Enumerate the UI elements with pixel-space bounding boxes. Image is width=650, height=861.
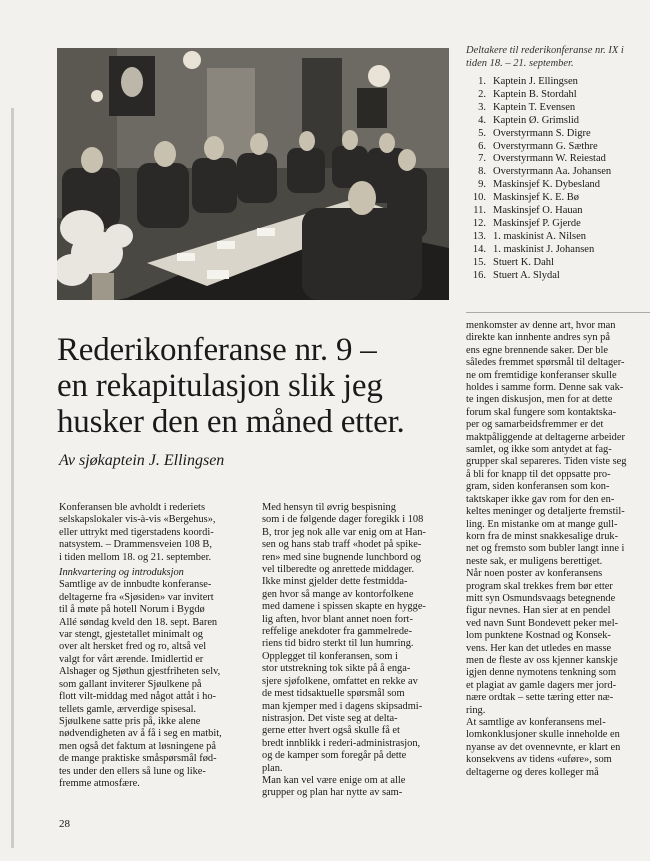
body-text-line: Med hensyn til øvrig bespisning [262, 502, 396, 513]
body-text-line: per og samarbeidsfremmer er det [466, 419, 604, 431]
participant-number: 14. [472, 243, 486, 255]
participant-number: 15. [472, 256, 486, 268]
body-text-line: At samtlige av konferansens mel- [466, 717, 606, 728]
text-column-1 [59, 502, 249, 790]
participant-name: Kaptein Ø. Grimslid [493, 114, 580, 126]
body-text-line: valgt for vårt ærende. Imidlertid er [59, 653, 204, 665]
section-subheading: Innkvartering og introduksjon [59, 567, 184, 579]
body-text-line: nødvendigheten av å få i seg en matbit, [59, 728, 222, 740]
body-text-line: Opplegget til konferansen, som i [262, 650, 398, 662]
body-text-line: Man kan vel være enige om at alle [262, 774, 406, 786]
body-text-line: å bli for knapp til det oppsatte pro- [466, 468, 611, 480]
body-text-line: i tiden mellom 18. og 21. september. [59, 551, 212, 563]
participant-number: 16. [472, 269, 486, 281]
body-text-line: ling. En mistanke om at mange gull- [466, 518, 618, 530]
participant-number: 12. [472, 217, 486, 229]
body-text-line: som gallant inviterer Sjøulkene på [59, 678, 202, 690]
participant-item [466, 270, 611, 283]
text-column-3 [466, 320, 650, 779]
participant-name: 1. maskinist A. Nilsen [493, 230, 587, 242]
body-text-line: fremme atmosfære. [59, 777, 140, 789]
body-text-line: tes under den ellers så lune og like- [59, 765, 206, 777]
participant-number: 8. [478, 166, 486, 178]
body-text-line: deltagerne og deres kolleger må [466, 766, 599, 778]
participant-item [466, 115, 611, 128]
body-text-line: tellets gamle, ærverdige spisesal. [59, 703, 197, 715]
participant-item [466, 179, 611, 192]
title-line: en rekapitulasjon slik jeg [57, 368, 383, 404]
participant-number: 1. [478, 76, 486, 87]
body-text-line: stor utstrekning tok sikte på å enga- [262, 663, 411, 675]
column-rule [466, 312, 650, 313]
body-text-line: Allé søndag kveld den 18. sept. Baren [59, 616, 218, 628]
body-text-line: ne om fremtidige konferanser skulle [466, 369, 617, 381]
body-text-line: som i de følgende dager foregikk i 108 [262, 514, 424, 526]
body-text-line: sen og hans stab traff «hodet på spike- [262, 539, 422, 551]
body-text-line: Konferansen ble avholdt i rederiets [59, 502, 205, 513]
body-text-line: vel tilberedte og anrettede middager. [262, 564, 415, 576]
body-text-line: nistrasjon. Det viste seg at delta- [262, 712, 398, 724]
participant-item [466, 218, 611, 231]
body-text-line: Samtlige av de innbudte konferanse- [59, 579, 212, 591]
participant-item [466, 231, 611, 244]
participant-name: Overstyrmann W. Reiestad [493, 153, 606, 165]
participant-name: Maskinsjef O. Hauan [493, 205, 583, 217]
body-text-line: holdes i samme form. Denne sak vak- [466, 382, 624, 394]
body-text-line: eller uttrykt med tigerstadens koordi- [59, 526, 214, 538]
page-number: 28 [59, 818, 70, 830]
body-text-line: ren» med sine bugnende lunchbord og [262, 551, 421, 563]
participant-name: Stuert A. Slydal [493, 269, 560, 281]
participant-item [466, 205, 611, 218]
participant-name: Kaptein T. Evensen [493, 101, 576, 113]
participant-item [466, 192, 611, 205]
participant-name: Overstyrmann G. Sæthre [493, 140, 598, 152]
body-text-line: men de fleste av oss kjenner kanskje [466, 654, 618, 666]
body-text-line: lig aften, hvor blant annet noen fort- [262, 613, 413, 625]
participant-name: Kaptein J. Ellingsen [493, 76, 578, 87]
participant-name: Overstyrmann Aa. Johansen [493, 166, 612, 178]
page-edge-shadow [11, 108, 14, 848]
body-text-line: ring. [466, 704, 486, 716]
participant-name: Maskinsjef K. Dybesland [493, 179, 601, 191]
body-text-line: direkte kan innhente andres syn på [466, 332, 610, 344]
body-text-line: gram, siden konferansen som kon- [466, 481, 610, 493]
caption-line-2: tiden 18. – 21. september. [466, 58, 574, 69]
body-text-line: ved navn Sunt Bondevett peker mel- [466, 617, 619, 629]
body-text-line: keltes meninger og detaljerte fremstil- [466, 506, 625, 518]
participant-name: Maskinsjef K. E. Bø [493, 192, 580, 204]
article-title [57, 332, 457, 440]
body-text-line: Ikke minst gjelder dette festmidda- [262, 576, 408, 588]
participant-number: 10. [472, 192, 486, 204]
body-text-line: grupper og plan har nytte av sam- [262, 787, 403, 799]
participant-item [466, 166, 611, 179]
body-text-line: net og fremsto som bubler langt inne i [466, 543, 625, 555]
body-text-line: deltagerne fra «Sjøsiden» var invitert [59, 591, 214, 603]
participant-number: 7. [478, 153, 486, 165]
body-text-line: med damene i spissen skapte en hygge- [262, 601, 426, 613]
body-text-line: mitt syn Osmundsvaags betegnende [466, 592, 616, 604]
participant-item [466, 244, 611, 257]
body-text-line: et plagiat av gamle dagers mer jord- [466, 679, 617, 691]
title-line: husker den en måned etter. [57, 404, 405, 440]
participant-name: 1. maskinist J. Johansen [493, 243, 595, 255]
participant-name: Stuert K. Dahl [493, 256, 554, 268]
body-text-line: Når noen poster av konferansens [466, 568, 603, 580]
body-text-line: ens egne brennende saker. Der ble [466, 344, 608, 356]
body-text-line: taktskaper ikke gav rom for den en- [466, 493, 615, 505]
body-text-line: Alshager og Sjøthun gjestfriheten selv, [59, 666, 221, 678]
participant-item [466, 76, 611, 89]
body-text-line: program skal trekkes frem bør etter [466, 580, 613, 592]
body-text-line: grupper skal separeres. Tiden viste seg [466, 456, 627, 468]
body-text-line: riens tid bidro sterkt til lun humring. [262, 638, 414, 650]
body-text-line: reffelige anekdoter fra gammelrede- [262, 626, 413, 638]
body-text-line: forum skal fungere som kontaktska- [466, 406, 617, 418]
body-text-line: selskapslokaler vis-à-vis «Bergehus», [59, 514, 216, 526]
participant-number: 6. [478, 140, 486, 152]
participant-list [466, 76, 611, 283]
body-text-line: samlet, og ikke som antydet at fag- [466, 444, 612, 456]
participant-name: Overstyrmann S. Digre [493, 127, 591, 139]
body-text-line: man kjemper med i dagens skipsadmi- [262, 700, 423, 712]
body-text-line: men også det faktum at løsningene på [59, 740, 216, 752]
participant-item [466, 102, 611, 115]
body-text-line: lom punktene Kostnad og Konsek- [466, 630, 611, 642]
body-text-line: natsystem. – Drammensveien 108 B, [59, 539, 212, 551]
body-text-line: figur nevnes. Han sier at en pendel [466, 605, 611, 617]
participant-item [466, 89, 611, 102]
body-text-line: flott vilt-middag med något attåt i ho- [59, 691, 216, 703]
body-text-line: neste sak, er muligens berettiget. [466, 555, 603, 567]
body-text-line: korn fra de minst snakkesalige druk- [466, 530, 619, 542]
body-text-line: sjere sjøfolkene, omfattet en rekke av [262, 675, 418, 687]
text-column-2 [262, 502, 452, 800]
participant-item [466, 257, 611, 270]
participant-item [466, 128, 611, 141]
conference-photo-drawing [57, 48, 449, 300]
body-text-line: de mest tidsaktuelle spørsmål som [262, 688, 405, 700]
body-text-line: konsekvens av tidens «uføre», som [466, 754, 612, 766]
participant-number: 3. [478, 101, 486, 113]
body-text-line: gerne etter hvert også skulle få et [262, 725, 400, 737]
body-text-line: bredt innblikk i rederi-administrasjon, [262, 737, 421, 749]
participant-number: 2. [478, 88, 486, 100]
participant-name: Maskinsjef P. Gjerde [493, 217, 581, 229]
participant-number: 9. [478, 179, 486, 191]
body-text-line: vens. Her kan det utledes en masse [466, 642, 612, 654]
body-text-line: plan. [262, 762, 283, 774]
body-text-line: nyanse av det ovennevnte, er klart en [466, 741, 621, 753]
body-text-line: B, tror jeg nok alle var enig om at Han- [262, 526, 426, 538]
body-text-line: te ingen diskusjon, men for at dette [466, 394, 613, 406]
body-text-line: og de kamper som foregår på dette [262, 750, 407, 762]
body-text-line: lomkonklusjoner skulle inneholde en [466, 729, 620, 741]
article-byline: Av sjøkaptein J. Ellingsen [59, 452, 225, 469]
participant-name: Kaptein B. Stordahl [493, 88, 577, 100]
body-text-line: maktpåliggende at deltagerne arbeider [466, 431, 625, 443]
body-text-line: var stengt, gjestetallet minimalt og [59, 629, 203, 641]
participant-item [466, 153, 611, 166]
participant-number: 5. [478, 127, 486, 139]
body-text-line: således fremmet spørsmål til deltager- [466, 357, 625, 369]
title-line: Rederikonferanse nr. 9 – [57, 332, 377, 368]
body-text-line: Sjøulkene satte pris på, ikke alene [59, 715, 201, 727]
photo-caption-intro [466, 44, 650, 70]
participant-number: 4. [478, 114, 486, 126]
participant-item [466, 141, 611, 154]
participant-number: 11. [473, 205, 486, 217]
body-text-line: til å møte på hotell Norum i Bygdø [59, 604, 205, 616]
body-text-line: menkomster av denne art, hvor man [466, 320, 616, 331]
body-text-line: gen hvor så mange av kontorfolkene [262, 588, 414, 600]
body-text-line: over alt hersket fred og ro, altså vel [59, 641, 207, 653]
participant-number: 13. [472, 230, 486, 242]
body-text-line: igjen denne nymotens tenkning som [466, 667, 617, 679]
caption-line-1: Deltakere til rederikonferanse nr. IX i [466, 45, 624, 56]
conference-photo [57, 48, 449, 300]
body-text-line: de mange praktiske småspørsmål fød- [59, 753, 217, 765]
body-text-line: nære ordtak – sette tæring etter næ- [466, 692, 614, 704]
